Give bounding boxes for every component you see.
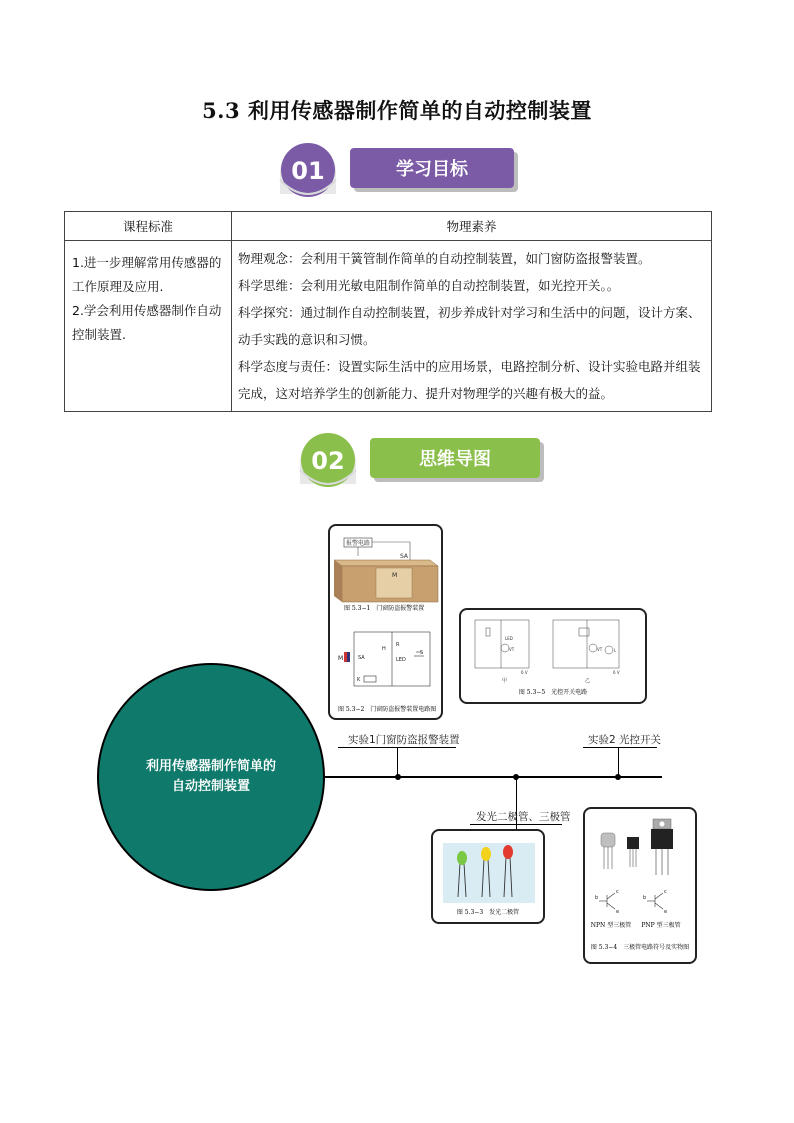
branch2-connector (618, 747, 619, 777)
light-sub-b: 乙 (585, 678, 591, 684)
card-transistors (583, 807, 697, 964)
light-6v-label-a: 6 V (521, 670, 528, 675)
light-switch-circuit-illustration (461, 610, 645, 702)
circuit-h-label: H (382, 646, 386, 652)
caption-fig-5-3-5: 图 5.3−5 光控开关电路 (518, 689, 588, 696)
branch3-dot (513, 774, 519, 780)
npn-label: NPN 型三极管 (590, 922, 632, 929)
literacy-item: 科学态度与责任：设置实际生活中的应用场景，电路控制分析、设计实验电路并组装完成，这对培养学生的创新能力、提升对物理学的兴趣有极大的益。 (238, 359, 701, 401)
mindmap-center-node (97, 663, 325, 891)
branch2-dot (615, 774, 621, 780)
mindmap-trunk-line (325, 776, 662, 778)
pnp-pin-c: c (664, 889, 667, 895)
caption-fig-5-3-1: 图 5.3−1 门窗防盗报警装置 (344, 605, 425, 612)
branch3-label: 发光二极管、三极管 (476, 811, 571, 823)
literacy-cell (232, 241, 712, 412)
transistor-illustration (585, 809, 695, 962)
circuit-k-label: K (357, 677, 361, 683)
section2-label: 思维导图 (419, 449, 491, 470)
light-l-label: L (614, 648, 617, 653)
light-led-label: LED (505, 636, 513, 641)
door-alarm-illustration (330, 526, 441, 718)
branch1-label: 实验1门窗防盗报警装置 (348, 734, 460, 746)
literacy-item: 科学思维：会利用光敏电阻制作简单的自动控制装置，如光控开关。。 (238, 278, 620, 293)
center-line-1: 利用传感器制作简单的 (145, 759, 276, 774)
m-label: M (392, 572, 398, 579)
section-badge-objectives (276, 142, 521, 200)
caption-fig-5-3-4: 图 5.3−4 三极管电路符号及实物图 (590, 944, 690, 951)
objectives-table (64, 211, 712, 412)
caption-fig-5-3-2: 图 5.3−2 门窗防盗报警装置电路图 (338, 706, 437, 713)
caption-fig-5-3-3: 图 5.3−3 发光二极管 (456, 909, 520, 916)
card-leds (431, 829, 545, 924)
npn-pin-e: e (616, 909, 620, 915)
npn-pin-b: b (595, 895, 599, 901)
section1-label: 学习目标 (396, 159, 468, 180)
section1-number: 01 (291, 157, 325, 185)
light-6v-label-b: 6 V (613, 670, 620, 675)
branch2-underline (583, 747, 657, 748)
circuit-sa-label: SA (358, 655, 365, 661)
alarm-box-label: 报警电路 (345, 540, 371, 547)
section2-number: 02 (311, 447, 345, 475)
center-line-2: 自动控制装置 (171, 779, 250, 794)
card-door-alarm (328, 524, 443, 720)
light-vt-label-a: VT (509, 647, 515, 652)
led-photo-illustration (433, 831, 543, 922)
col-header-literacy: 物理素养 (232, 212, 712, 241)
literacy-item: 物理观念：会利用干簧管制作简单的自动控制装置，如门窗防盗报警装置。 (238, 251, 651, 266)
branch1-dot (395, 774, 401, 780)
standard-item: 2.学会利用传感器制作自动控制装置. (72, 303, 222, 342)
circuit-m-label: M (338, 655, 344, 662)
standard-item: 1.进一步理解常用传感器的工作原理及应用. (72, 255, 222, 294)
page-title: 5.3 利用传感器制作简单的自动控制装置 (202, 98, 592, 123)
card-light-switch (459, 608, 647, 704)
circuit-led-label: LED (396, 657, 406, 663)
col-header-standards: 课程标准 (65, 212, 232, 241)
pnp-label: PNP 型三极管 (641, 922, 681, 929)
standards-cell (65, 241, 232, 412)
pnp-pin-b: b (643, 895, 647, 901)
branch2-label: 实验2 光控开关 (588, 734, 662, 746)
light-vt-label-b: VT (597, 647, 603, 652)
sa-label: SA (400, 553, 409, 560)
pnp-pin-e: e (664, 909, 668, 915)
branch1-connector (397, 747, 398, 777)
section-badge-mindmap (296, 430, 546, 492)
circuit-r-label: R (396, 642, 400, 648)
light-sub-a: 甲 (502, 678, 508, 684)
circuit-s-label: S (420, 650, 424, 656)
npn-pin-c: c (616, 889, 619, 895)
literacy-item: 科学探究：通过制作自动控制装置，初步养成针对学习和生活中的问题，设计方案、动手实践的意识和习惯。 (238, 305, 701, 347)
